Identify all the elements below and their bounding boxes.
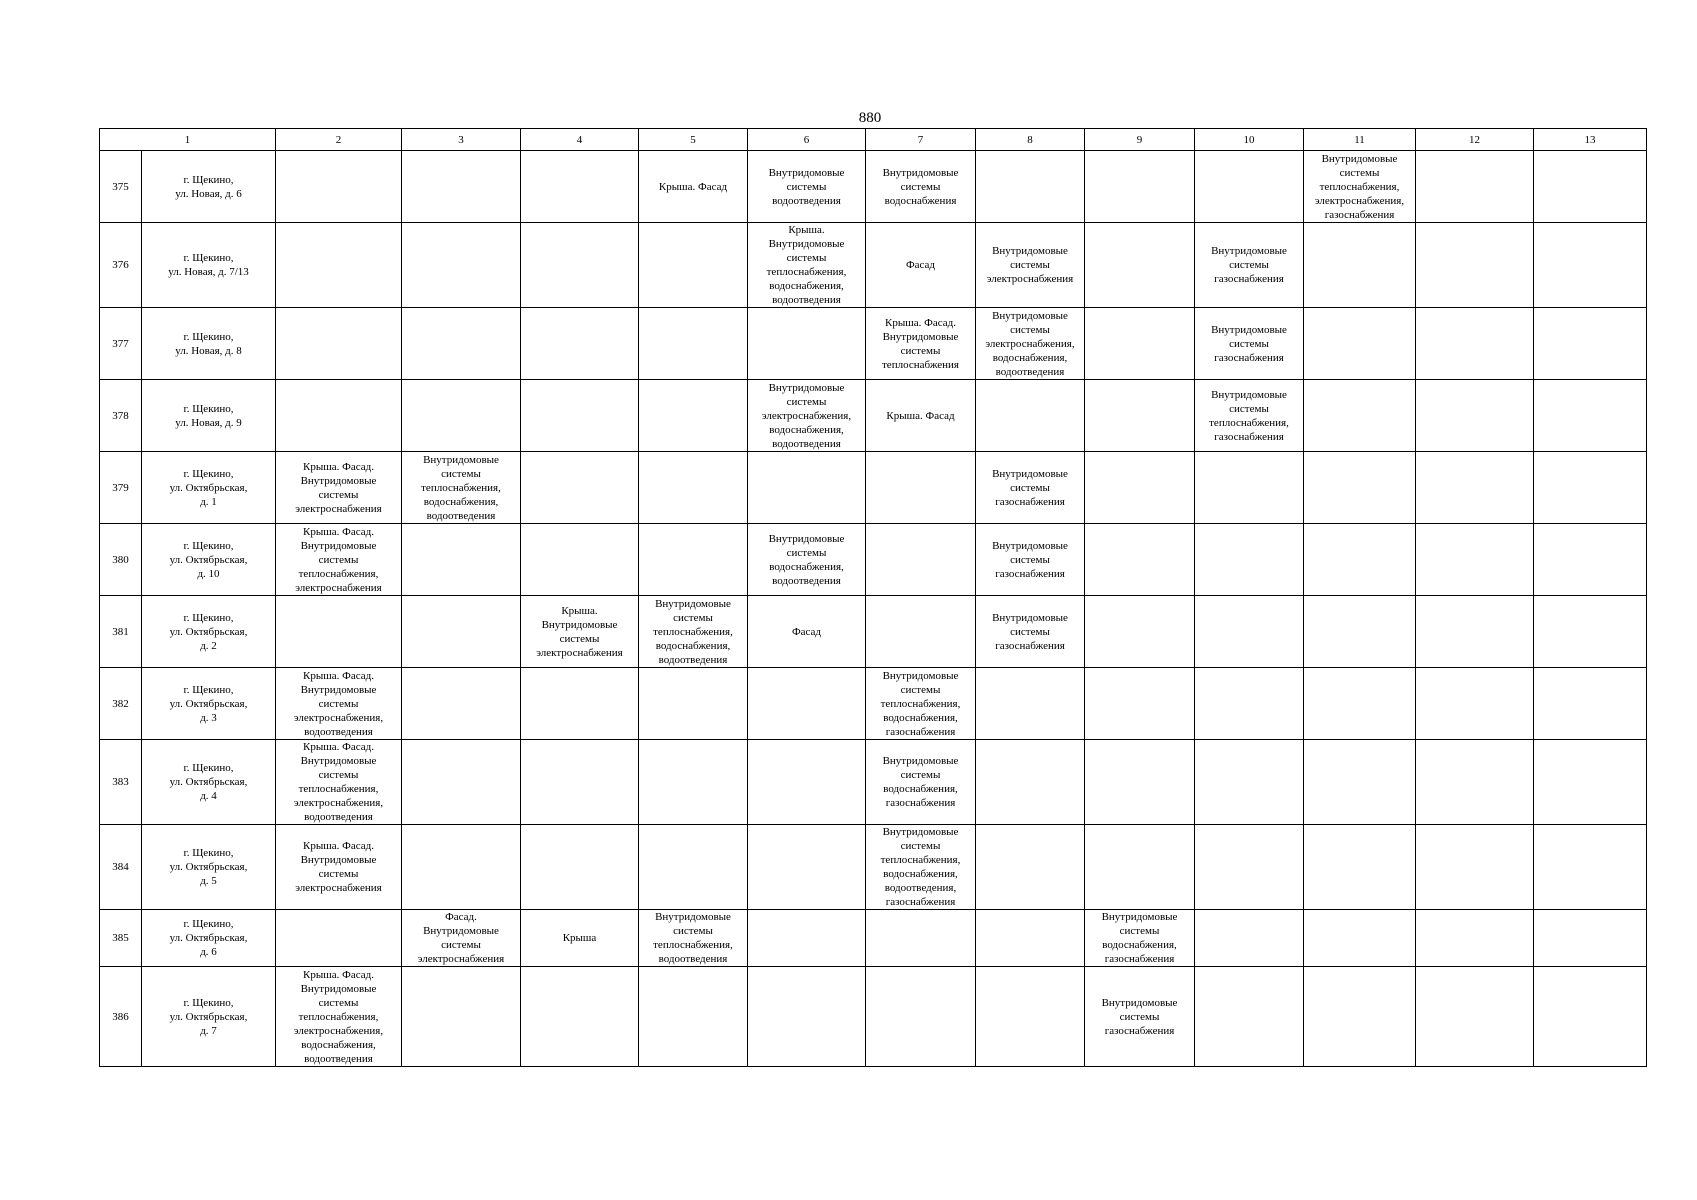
work-cell	[1195, 596, 1304, 668]
column-header: 2	[276, 129, 402, 151]
work-cell: Внутридомовые системы водоотведения	[748, 151, 866, 223]
work-cell: Крыша. Внутридомовые системы электроснабжения	[521, 596, 639, 668]
work-cell: Внутридомовые системы водоснабжения, газоснабжения	[866, 740, 976, 825]
work-cell	[402, 308, 521, 380]
work-cell: Крыша. Фасад. Внутридомовые системы теплоснабжения, электроснабжения, водоотведения	[276, 740, 402, 825]
table-row	[100, 668, 1647, 740]
work-cell	[639, 668, 748, 740]
work-cell: Внутридомовые системы теплоснабжения, водоснабжения, газоснабжения	[866, 668, 976, 740]
row-number: 379	[100, 452, 142, 524]
work-cell: Внутридомовые системы теплоснабжения, газоснабжения	[1195, 380, 1304, 452]
work-cell	[1085, 524, 1195, 596]
work-cell: Внутридомовые системы теплоснабжения, водоотведения	[639, 910, 748, 967]
column-header: 11	[1304, 129, 1416, 151]
work-cell	[521, 223, 639, 308]
work-cell: Крыша. Фасад. Внутридомовые системы электроснабжения, водоотведения	[276, 668, 402, 740]
work-cell	[1195, 740, 1304, 825]
work-cell	[1304, 668, 1416, 740]
table-row	[100, 740, 1647, 825]
work-cell: Внутридомовые системы газоснабжения	[1195, 308, 1304, 380]
work-cell	[1534, 825, 1647, 910]
column-header: 4	[521, 129, 639, 151]
work-cell	[1195, 825, 1304, 910]
table-row	[100, 825, 1647, 910]
work-cell: Фасад	[866, 223, 976, 308]
column-number-row	[100, 129, 1647, 151]
work-cell	[1085, 380, 1195, 452]
work-cell	[1085, 825, 1195, 910]
work-cell: Внутридомовые системы теплоснабжения, водоснабжения, водоотведения	[639, 596, 748, 668]
table-row	[100, 151, 1647, 223]
address-cell: г. Щекино, ул. Октябрьская, д. 7	[142, 967, 276, 1067]
work-cell	[976, 910, 1085, 967]
work-cell	[1195, 452, 1304, 524]
work-cell	[1416, 825, 1534, 910]
work-cell	[1304, 308, 1416, 380]
work-cell	[1195, 524, 1304, 596]
work-cell	[402, 596, 521, 668]
work-cell	[276, 151, 402, 223]
address-cell: г. Щекино, ул. Новая, д. 6	[142, 151, 276, 223]
work-cell: Внутридомовые системы теплоснабжения, водоснабжения, водоотведения	[402, 452, 521, 524]
work-cell: Крыша. Фасад	[866, 380, 976, 452]
work-cell	[276, 380, 402, 452]
work-cell	[1304, 524, 1416, 596]
table-row	[100, 910, 1647, 967]
work-cell	[1534, 967, 1647, 1067]
row-number: 382	[100, 668, 142, 740]
table-row	[100, 452, 1647, 524]
work-cell	[402, 223, 521, 308]
table-row	[100, 524, 1647, 596]
work-cell	[748, 452, 866, 524]
work-cell	[1416, 740, 1534, 825]
work-cell	[521, 668, 639, 740]
column-header: 6	[748, 129, 866, 151]
work-cell	[639, 308, 748, 380]
work-cell	[1304, 380, 1416, 452]
work-cell	[866, 524, 976, 596]
work-cell	[639, 452, 748, 524]
work-cell: Внутридомовые системы водоснабжения, водоотведения	[748, 524, 866, 596]
work-cell	[1195, 151, 1304, 223]
work-cell: Внутридомовые системы электроснабжения, водоснабжения, водоотведения	[748, 380, 866, 452]
work-cell	[402, 668, 521, 740]
work-cell: Фасад. Внутридомовые системы электроснабжения	[402, 910, 521, 967]
row-number: 383	[100, 740, 142, 825]
work-cell: Крыша. Фасад. Внутридомовые системы теплоснабжения, электроснабжения	[276, 524, 402, 596]
address-cell: г. Щекино, ул. Октябрьская, д. 6	[142, 910, 276, 967]
work-cell	[1534, 380, 1647, 452]
work-cell	[1195, 668, 1304, 740]
address-cell: г. Щекино, ул. Октябрьская, д. 10	[142, 524, 276, 596]
work-cell	[639, 967, 748, 1067]
work-cell	[748, 308, 866, 380]
work-cell	[276, 596, 402, 668]
work-cell: Внутридомовые системы водоснабжения	[866, 151, 976, 223]
work-cell	[1416, 380, 1534, 452]
work-cell	[1304, 452, 1416, 524]
page-number: 880	[858, 110, 882, 126]
address-cell: г. Щекино, ул. Октябрьская, д. 3	[142, 668, 276, 740]
column-header: 1	[100, 129, 276, 151]
work-cell	[976, 967, 1085, 1067]
work-cell	[1534, 596, 1647, 668]
work-cell	[1195, 910, 1304, 967]
work-cell	[1534, 524, 1647, 596]
table-row	[100, 596, 1647, 668]
address-cell: г. Щекино, ул. Октябрьская, д. 1	[142, 452, 276, 524]
work-cell	[521, 452, 639, 524]
work-cell	[1534, 308, 1647, 380]
work-cell	[276, 308, 402, 380]
work-cell	[748, 967, 866, 1067]
work-cell	[402, 524, 521, 596]
work-cell	[1416, 452, 1534, 524]
address-cell: г. Щекино, ул. Октябрьская, д. 4	[142, 740, 276, 825]
column-header: 8	[976, 129, 1085, 151]
work-cell	[1195, 967, 1304, 1067]
work-cell: Крыша. Фасад. Внутридомовые системы электроснабжения	[276, 452, 402, 524]
work-cell	[639, 380, 748, 452]
work-cell	[866, 596, 976, 668]
work-cell	[639, 524, 748, 596]
work-cell: Внутридомовые системы газоснабжения	[976, 596, 1085, 668]
work-cell	[1534, 668, 1647, 740]
work-cell: Крыша. Фасад. Внутридомовые системы электроснабжения	[276, 825, 402, 910]
work-cell	[1085, 151, 1195, 223]
row-number: 377	[100, 308, 142, 380]
work-cell: Фасад	[748, 596, 866, 668]
address-cell: г. Щекино, ул. Октябрьская, д. 5	[142, 825, 276, 910]
work-cell	[402, 380, 521, 452]
column-header: 13	[1534, 129, 1647, 151]
work-cell	[521, 308, 639, 380]
work-cell: Крыша. Фасад	[639, 151, 748, 223]
work-cell	[276, 223, 402, 308]
work-cell	[1304, 740, 1416, 825]
work-cell: Внутридомовые системы газоснабжения	[1085, 967, 1195, 1067]
work-cell	[1304, 223, 1416, 308]
address-cell: г. Щекино, ул. Новая, д. 8	[142, 308, 276, 380]
column-header: 7	[866, 129, 976, 151]
row-number: 375	[100, 151, 142, 223]
work-cell	[402, 967, 521, 1067]
row-number: 386	[100, 967, 142, 1067]
work-cell	[1304, 825, 1416, 910]
table-row	[100, 380, 1647, 452]
work-cell	[521, 967, 639, 1067]
work-cell	[402, 825, 521, 910]
work-cell	[1534, 151, 1647, 223]
column-header: 3	[402, 129, 521, 151]
work-cell	[976, 668, 1085, 740]
work-cell	[639, 825, 748, 910]
work-cell: Внутридомовые системы электроснабжения, водоснабжения, водоотведения	[976, 308, 1085, 380]
work-cell	[402, 740, 521, 825]
work-cell	[1085, 596, 1195, 668]
work-cell	[1416, 524, 1534, 596]
work-cell	[1304, 596, 1416, 668]
table-row	[100, 223, 1647, 308]
work-cell	[976, 825, 1085, 910]
work-cell	[976, 740, 1085, 825]
work-cell: Крыша. Внутридомовые системы теплоснабжения, водоснабжения, водоотведения	[748, 223, 866, 308]
work-cell	[976, 151, 1085, 223]
work-cell	[1416, 967, 1534, 1067]
work-cell	[1416, 910, 1534, 967]
work-cell	[1085, 452, 1195, 524]
work-cell	[1534, 452, 1647, 524]
work-cell	[1534, 910, 1647, 967]
row-number: 384	[100, 825, 142, 910]
work-cell: Внутридомовые системы водоснабжения, газоснабжения	[1085, 910, 1195, 967]
work-cell	[521, 825, 639, 910]
work-cell	[748, 910, 866, 967]
work-cell	[1416, 308, 1534, 380]
work-cell	[748, 740, 866, 825]
work-cell	[1416, 668, 1534, 740]
work-cell	[1085, 223, 1195, 308]
address-cell: г. Щекино, ул. Новая, д. 9	[142, 380, 276, 452]
work-cell	[748, 825, 866, 910]
schedule-table	[99, 128, 1647, 1067]
work-cell: Внутридомовые системы газоснабжения	[1195, 223, 1304, 308]
row-number: 381	[100, 596, 142, 668]
work-cell: Внутридомовые системы теплоснабжения, электроснабжения, газоснабжения	[1304, 151, 1416, 223]
row-number: 378	[100, 380, 142, 452]
work-cell	[748, 668, 866, 740]
table-row	[100, 308, 1647, 380]
address-cell: г. Щекино, ул. Октябрьская, д. 2	[142, 596, 276, 668]
work-cell	[1085, 668, 1195, 740]
work-cell	[521, 740, 639, 825]
work-cell	[866, 910, 976, 967]
work-cell: Внутридомовые системы теплоснабжения, водоснабжения, водоотведения, газоснабжения	[866, 825, 976, 910]
column-header: 10	[1195, 129, 1304, 151]
work-cell: Внутридомовые системы газоснабжения	[976, 524, 1085, 596]
table-row	[100, 967, 1647, 1067]
row-number: 380	[100, 524, 142, 596]
work-cell: Крыша	[521, 910, 639, 967]
work-cell: Внутридомовые системы газоснабжения	[976, 452, 1085, 524]
column-header: 5	[639, 129, 748, 151]
work-cell	[1416, 596, 1534, 668]
work-cell	[402, 151, 521, 223]
work-cell	[276, 910, 402, 967]
work-cell	[521, 380, 639, 452]
work-cell	[1416, 223, 1534, 308]
work-cell	[521, 524, 639, 596]
address-cell: г. Щекино, ул. Новая, д. 7/13	[142, 223, 276, 308]
work-cell	[976, 380, 1085, 452]
work-cell: Крыша. Фасад. Внутридомовые системы теплоснабжения, электроснабжения, водоснабжения, водоотведения	[276, 967, 402, 1067]
work-cell	[1304, 910, 1416, 967]
row-number: 385	[100, 910, 142, 967]
work-cell	[1534, 223, 1647, 308]
column-header: 12	[1416, 129, 1534, 151]
work-cell	[1416, 151, 1534, 223]
work-cell	[1085, 308, 1195, 380]
work-cell	[639, 740, 748, 825]
work-cell	[1085, 740, 1195, 825]
work-cell	[521, 151, 639, 223]
work-cell: Внутридомовые системы электроснабжения	[976, 223, 1085, 308]
work-cell	[866, 967, 976, 1067]
work-cell	[1304, 967, 1416, 1067]
work-cell: Крыша. Фасад. Внутридомовые системы теплоснабжения	[866, 308, 976, 380]
row-number: 376	[100, 223, 142, 308]
work-cell	[866, 452, 976, 524]
work-cell	[639, 223, 748, 308]
work-cell	[1534, 740, 1647, 825]
column-header: 9	[1085, 129, 1195, 151]
